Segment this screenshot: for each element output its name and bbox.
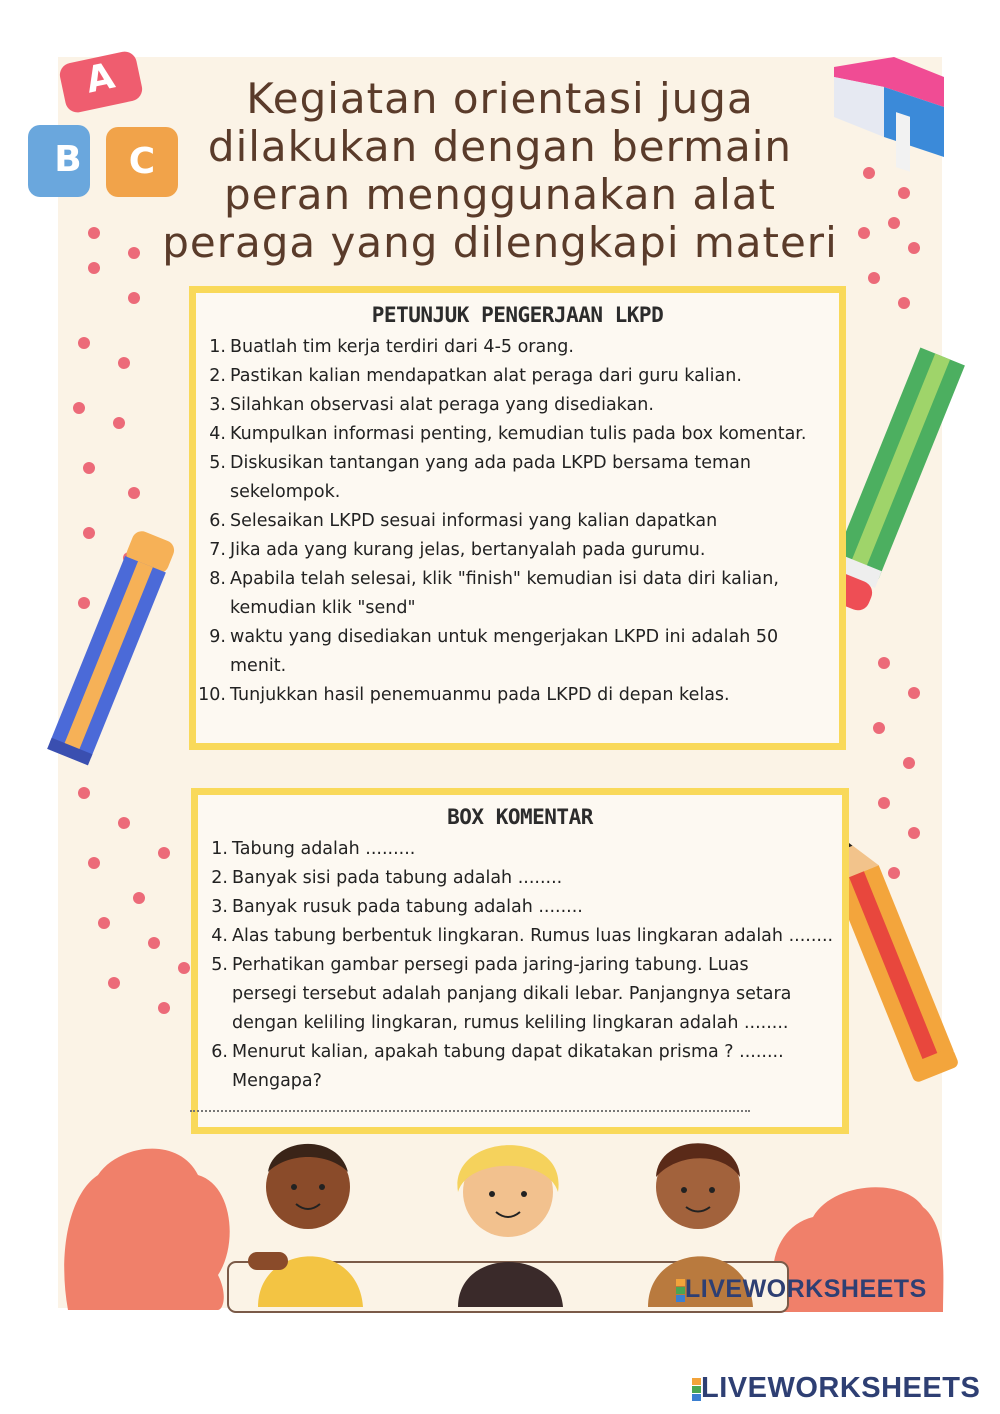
list-item-number: 4. bbox=[211, 926, 228, 946]
decorative-dot bbox=[113, 417, 125, 429]
list-item bbox=[198, 951, 842, 980]
decorative-dot bbox=[118, 357, 130, 369]
list-item-number: 6. bbox=[209, 511, 226, 531]
list-item bbox=[198, 835, 842, 864]
list-item bbox=[196, 449, 839, 478]
instructions-heading: PETUNJUK PENGERJAAN LKPD bbox=[371, 303, 664, 327]
list-item-continuation bbox=[196, 652, 839, 681]
list-item-number: 5. bbox=[211, 955, 228, 975]
list-item bbox=[196, 565, 839, 594]
cloud-left-icon bbox=[58, 1135, 238, 1310]
list-item-number: 2. bbox=[209, 366, 226, 386]
list-item-continuation bbox=[196, 594, 839, 623]
instructions-box bbox=[189, 286, 846, 750]
list-item bbox=[196, 362, 839, 391]
list-item-text: Menurut kalian, apakah tabung dapat dikatakan prisma ? ........ bbox=[232, 1042, 784, 1062]
list-item-number: 3. bbox=[209, 395, 226, 415]
page-title bbox=[58, 75, 942, 267]
list-item-text: waktu yang disediakan untuk mengerjakan LKPD ini adalah 50 bbox=[230, 627, 779, 647]
list-item-number: 5. bbox=[209, 453, 226, 473]
alphabet-block-b: B bbox=[28, 125, 90, 197]
list-item-text: Pastikan kalian mendapatkan alat peraga dari guru kalian. bbox=[230, 366, 742, 386]
decorative-dot bbox=[878, 657, 890, 669]
list-item-text: Jika ada yang kurang jelas, bertanyalah pada gurumu. bbox=[230, 540, 706, 560]
decorative-dot bbox=[158, 847, 170, 859]
list-item-text: menit. bbox=[230, 656, 287, 676]
pencil-left-icon bbox=[48, 527, 168, 787]
list-item-continuation bbox=[198, 1067, 842, 1096]
decorative-dot bbox=[873, 722, 885, 734]
list-item-text: kemudian klik "send" bbox=[230, 598, 416, 618]
list-item bbox=[196, 333, 839, 362]
list-item bbox=[196, 391, 839, 420]
list-item-number: 9. bbox=[209, 627, 226, 647]
comment-box bbox=[191, 788, 849, 1134]
list-item-text: Banyak rusuk pada tabung adalah ........ bbox=[232, 897, 583, 917]
list-item-number: 1. bbox=[211, 839, 228, 859]
pencil-right-red-icon bbox=[838, 827, 948, 1097]
decorative-dot bbox=[98, 917, 110, 929]
answer-dotted-line[interactable] bbox=[190, 1110, 750, 1112]
inner-watermark: LIVEWORKSHEETS bbox=[676, 1275, 927, 1304]
decorative-dot bbox=[78, 337, 90, 349]
decorative-dot bbox=[128, 487, 140, 499]
decorative-dot bbox=[78, 787, 90, 799]
instructions-list bbox=[196, 333, 839, 710]
liveworksheets-logo-icon bbox=[692, 1377, 701, 1402]
list-item-text: Tabung adalah ......... bbox=[232, 839, 416, 859]
list-item bbox=[196, 536, 839, 565]
list-item-text: Silahkan observasi alat peraga yang disediakan. bbox=[230, 395, 654, 415]
footer-watermark: LIVEWORKSHEETS bbox=[692, 1372, 980, 1405]
list-item-number: 1. bbox=[209, 337, 226, 357]
decorative-dot bbox=[158, 1002, 170, 1014]
list-item-text: Diskusikan tantangan yang ada pada LKPD bersama teman bbox=[230, 453, 751, 473]
list-item-number: 10. bbox=[198, 685, 226, 705]
list-item-continuation bbox=[198, 1009, 842, 1038]
list-item-text: Buatlah tim kerja terdiri dari 4-5 orang. bbox=[230, 337, 574, 357]
list-item-text: Alas tabung berbentuk lingkaran. Rumus luas lingkaran adalah ........ bbox=[232, 926, 834, 946]
list-item-number: 3. bbox=[211, 897, 228, 917]
decorative-dot bbox=[118, 817, 130, 829]
list-item-text: Selesaikan LKPD sesuai informasi yang kalian dapatkan bbox=[230, 511, 718, 531]
decorative-dot bbox=[903, 757, 915, 769]
title-line: dilakukan dengan bermain bbox=[207, 122, 793, 171]
list-item bbox=[196, 681, 839, 710]
title-line: peraga yang dilengkapi materi bbox=[162, 218, 838, 267]
list-item-text: Kumpulkan informasi penting, kemudian tulis pada box komentar. bbox=[230, 424, 807, 444]
decorative-dot bbox=[73, 402, 85, 414]
list-item bbox=[198, 922, 842, 951]
decorative-dot bbox=[868, 272, 880, 284]
list-item bbox=[198, 864, 842, 893]
worksheet-page bbox=[54, 55, 942, 1308]
list-item-continuation bbox=[198, 980, 842, 1009]
alphabet-block-a: A bbox=[58, 49, 145, 114]
list-item-number: 6. bbox=[211, 1042, 228, 1062]
decorative-dot bbox=[83, 462, 95, 474]
list-item-text: sekelompok. bbox=[230, 482, 341, 502]
decorative-dot bbox=[178, 962, 190, 974]
list-item bbox=[196, 507, 839, 536]
decorative-dot bbox=[898, 297, 910, 309]
title-line: Kegiatan orientasi juga bbox=[246, 74, 754, 123]
list-item bbox=[198, 1038, 842, 1067]
list-item-text: Banyak sisi pada tabung adalah ........ bbox=[232, 868, 563, 888]
title-line: peran menggunakan alat bbox=[223, 170, 777, 219]
list-item-number: 2. bbox=[211, 868, 228, 888]
decorative-dot bbox=[908, 687, 920, 699]
decorative-dot bbox=[108, 977, 120, 989]
list-item bbox=[198, 893, 842, 922]
comment-heading: BOX KOMENTAR bbox=[447, 805, 593, 829]
list-item-continuation bbox=[196, 478, 839, 507]
list-item-number: 7. bbox=[209, 540, 226, 560]
list-item-text: Mengapa? bbox=[232, 1071, 322, 1091]
pencil-right-green-icon bbox=[838, 347, 948, 617]
list-item-number: 8. bbox=[209, 569, 226, 589]
decorative-dot bbox=[133, 892, 145, 904]
list-item-text: persegi tersebut adalah panjang dikali lebar. Panjangnya setara bbox=[232, 984, 792, 1004]
list-item bbox=[196, 623, 839, 652]
comment-list bbox=[198, 835, 842, 1096]
list-item-text: Apabila telah selesai, klik "finish" kemudian isi data diri kalian, bbox=[230, 569, 779, 589]
list-item-text: Perhatikan gambar persegi pada jaring-jaring tabung. Luas bbox=[232, 955, 749, 975]
list-item-text: Tunjukkan hasil penemuanmu pada LKPD di depan kelas. bbox=[230, 685, 730, 705]
list-item-number: 4. bbox=[209, 424, 226, 444]
list-item-text: dengan keliling lingkaran, rumus keliling lingkaran adalah ........ bbox=[232, 1013, 789, 1033]
decorative-dot bbox=[88, 857, 100, 869]
alphabet-block-c: C bbox=[106, 127, 178, 197]
liveworksheets-logo-icon bbox=[676, 1278, 685, 1303]
decorative-dot bbox=[128, 292, 140, 304]
list-item bbox=[196, 420, 839, 449]
decorative-dot bbox=[148, 937, 160, 949]
decorative-dot bbox=[878, 797, 890, 809]
